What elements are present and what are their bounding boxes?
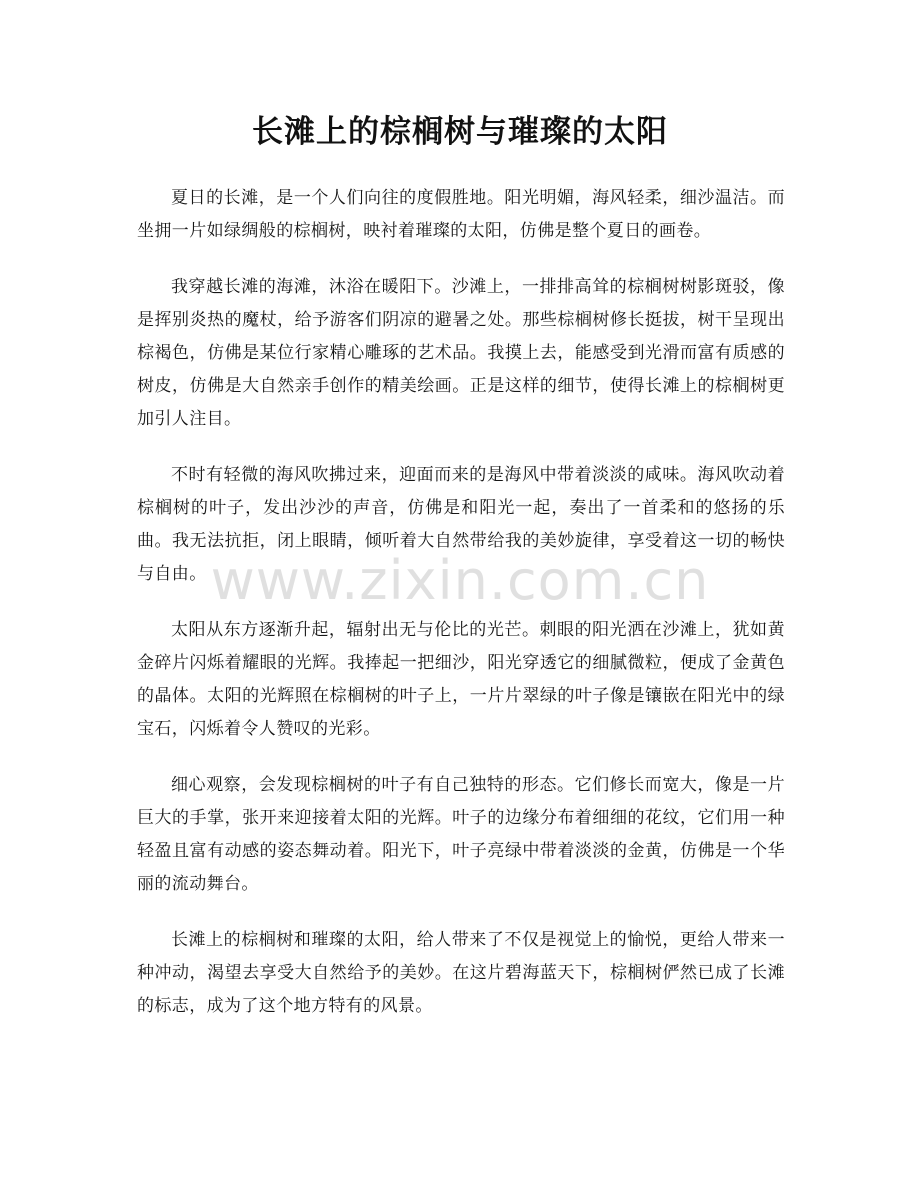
- paragraph-2: 我穿越长滩的海滩，沐浴在暖阳下。沙滩上，一排排高耸的棕榈树树影斑驳，像是挥别炎热的魔杖，给予游客们阴凉的避暑之处。那些棕榈树修长挺拔，树干呈现出棕褐色，仿佛是某位行家精心雕琢的艺术品。我摸上去，能感受到光滑而富有质感的树皮，仿佛是大自然亲手创作的精美绘画。正是这样的细节，使得长滩上的棕榈树更加引人注目。: [137, 277, 785, 429]
- document-body: [137, 182, 785, 1046]
- paragraph-3: 不时有轻微的海风吹拂过来，迎面而来的是海风中带着淡淡的咸味。海风吹动着棕榈树的叶子，发出沙沙的声音，仿佛是和阳光一起，奏出了一首柔和的悠扬的乐曲。我无法抗拒，闭上眼睛，倾听着大自然带给我的美妙旋律，享受着这一切的畅快与自由。: [137, 465, 785, 584]
- watermark-text: www.zixin.com.cn: [210, 549, 710, 612]
- paragraph-5: 细心观察，会发现棕榈树的叶子有自己独特的形态。它们修长而宽大，像是一片巨大的手掌，张开来迎接着太阳的光辉。叶子的边缘分布着细细的花纹，它们用一种轻盈且富有动感的姿态舞动着。阳光下，叶子亮绿中带着淡淡的金黄，仿佛是一个华丽的流动舞台。: [137, 775, 785, 894]
- paragraph-4: 太阳从东方逐渐升起，辐射出无与伦比的光芒。刺眼的阳光洒在沙滩上，犹如黄金碎片闪烁着耀眼的光辉。我捧起一把细沙，阳光穿透它的细腻微粒，便成了金黄色的晶体。太阳的光辉照在棕榈树的叶子上，一片片翠绿的叶子像是镶嵌在阳光中的绿宝石，闪烁着令人赞叹的光彩。: [137, 620, 785, 739]
- paragraph-6: 长滩上的棕榈树和璀璨的太阳，给人带来了不仅是视觉上的愉悦，更给人带来一种冲动，渴望去享受大自然给予的美妙。在这片碧海蓝天下，棕榈树俨然已成了长滩的标志，成为了这个地方特有的风景。: [137, 930, 785, 1016]
- paragraph-1: 夏日的长滩，是一个人们向往的度假胜地。阳光明媚，海风轻柔，细沙温洁。而坐拥一片如绿绸般的棕榈树，映衬着璀璨的太阳，仿佛是整个夏日的画卷。: [137, 188, 785, 241]
- document-title: 长滩上的棕榈树与璀璨的太阳: [252, 114, 668, 150]
